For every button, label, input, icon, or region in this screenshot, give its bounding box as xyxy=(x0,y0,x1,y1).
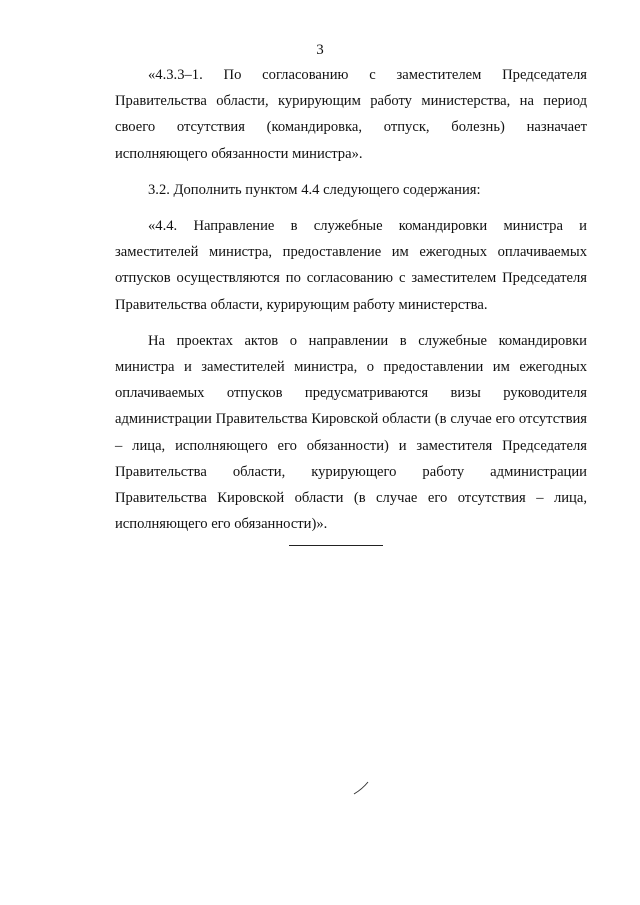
paragraph-4-3-3-1: «4.3.3–1. По согласованию с заместителем Председателя Правительства области, курирующим работу министерства, на период своего отсутствия (командировка, отпуск, болезнь) назначает исполняющего обязанности министра». xyxy=(115,67,587,162)
document-body xyxy=(115,62,587,547)
paragraph-3-2: 3.2. Дополнить пунктом 4.4 следующего содержания: xyxy=(148,181,481,198)
paragraph-4-4: «4.4. Направление в служебные командировки министра и заместителей министра, предоставление им ежегодных оплачиваемых отпусков осуществляются по согласованию с заместителем Председателя Правительства области, курирующим работу министерства. xyxy=(115,218,587,313)
paragraph-visas: На проектах актов о направлении в служебные командировки министра и заместителей министра, о предоставлении им ежегодных оплачиваемых отпусков предусматриваются визы руководителя администрации Правительства Кировской области (в случае его отсутствия – лица, исполняющего его обязанности) и заместителя Председателя Правительства области, курирующего работу администрации Правительства Кировской области (в случае его отсутствия – лица, исполняющего его обязанности)». xyxy=(115,332,587,533)
end-divider xyxy=(289,545,383,546)
pen-mark-icon xyxy=(352,780,370,796)
page-number: 3 xyxy=(316,42,324,58)
